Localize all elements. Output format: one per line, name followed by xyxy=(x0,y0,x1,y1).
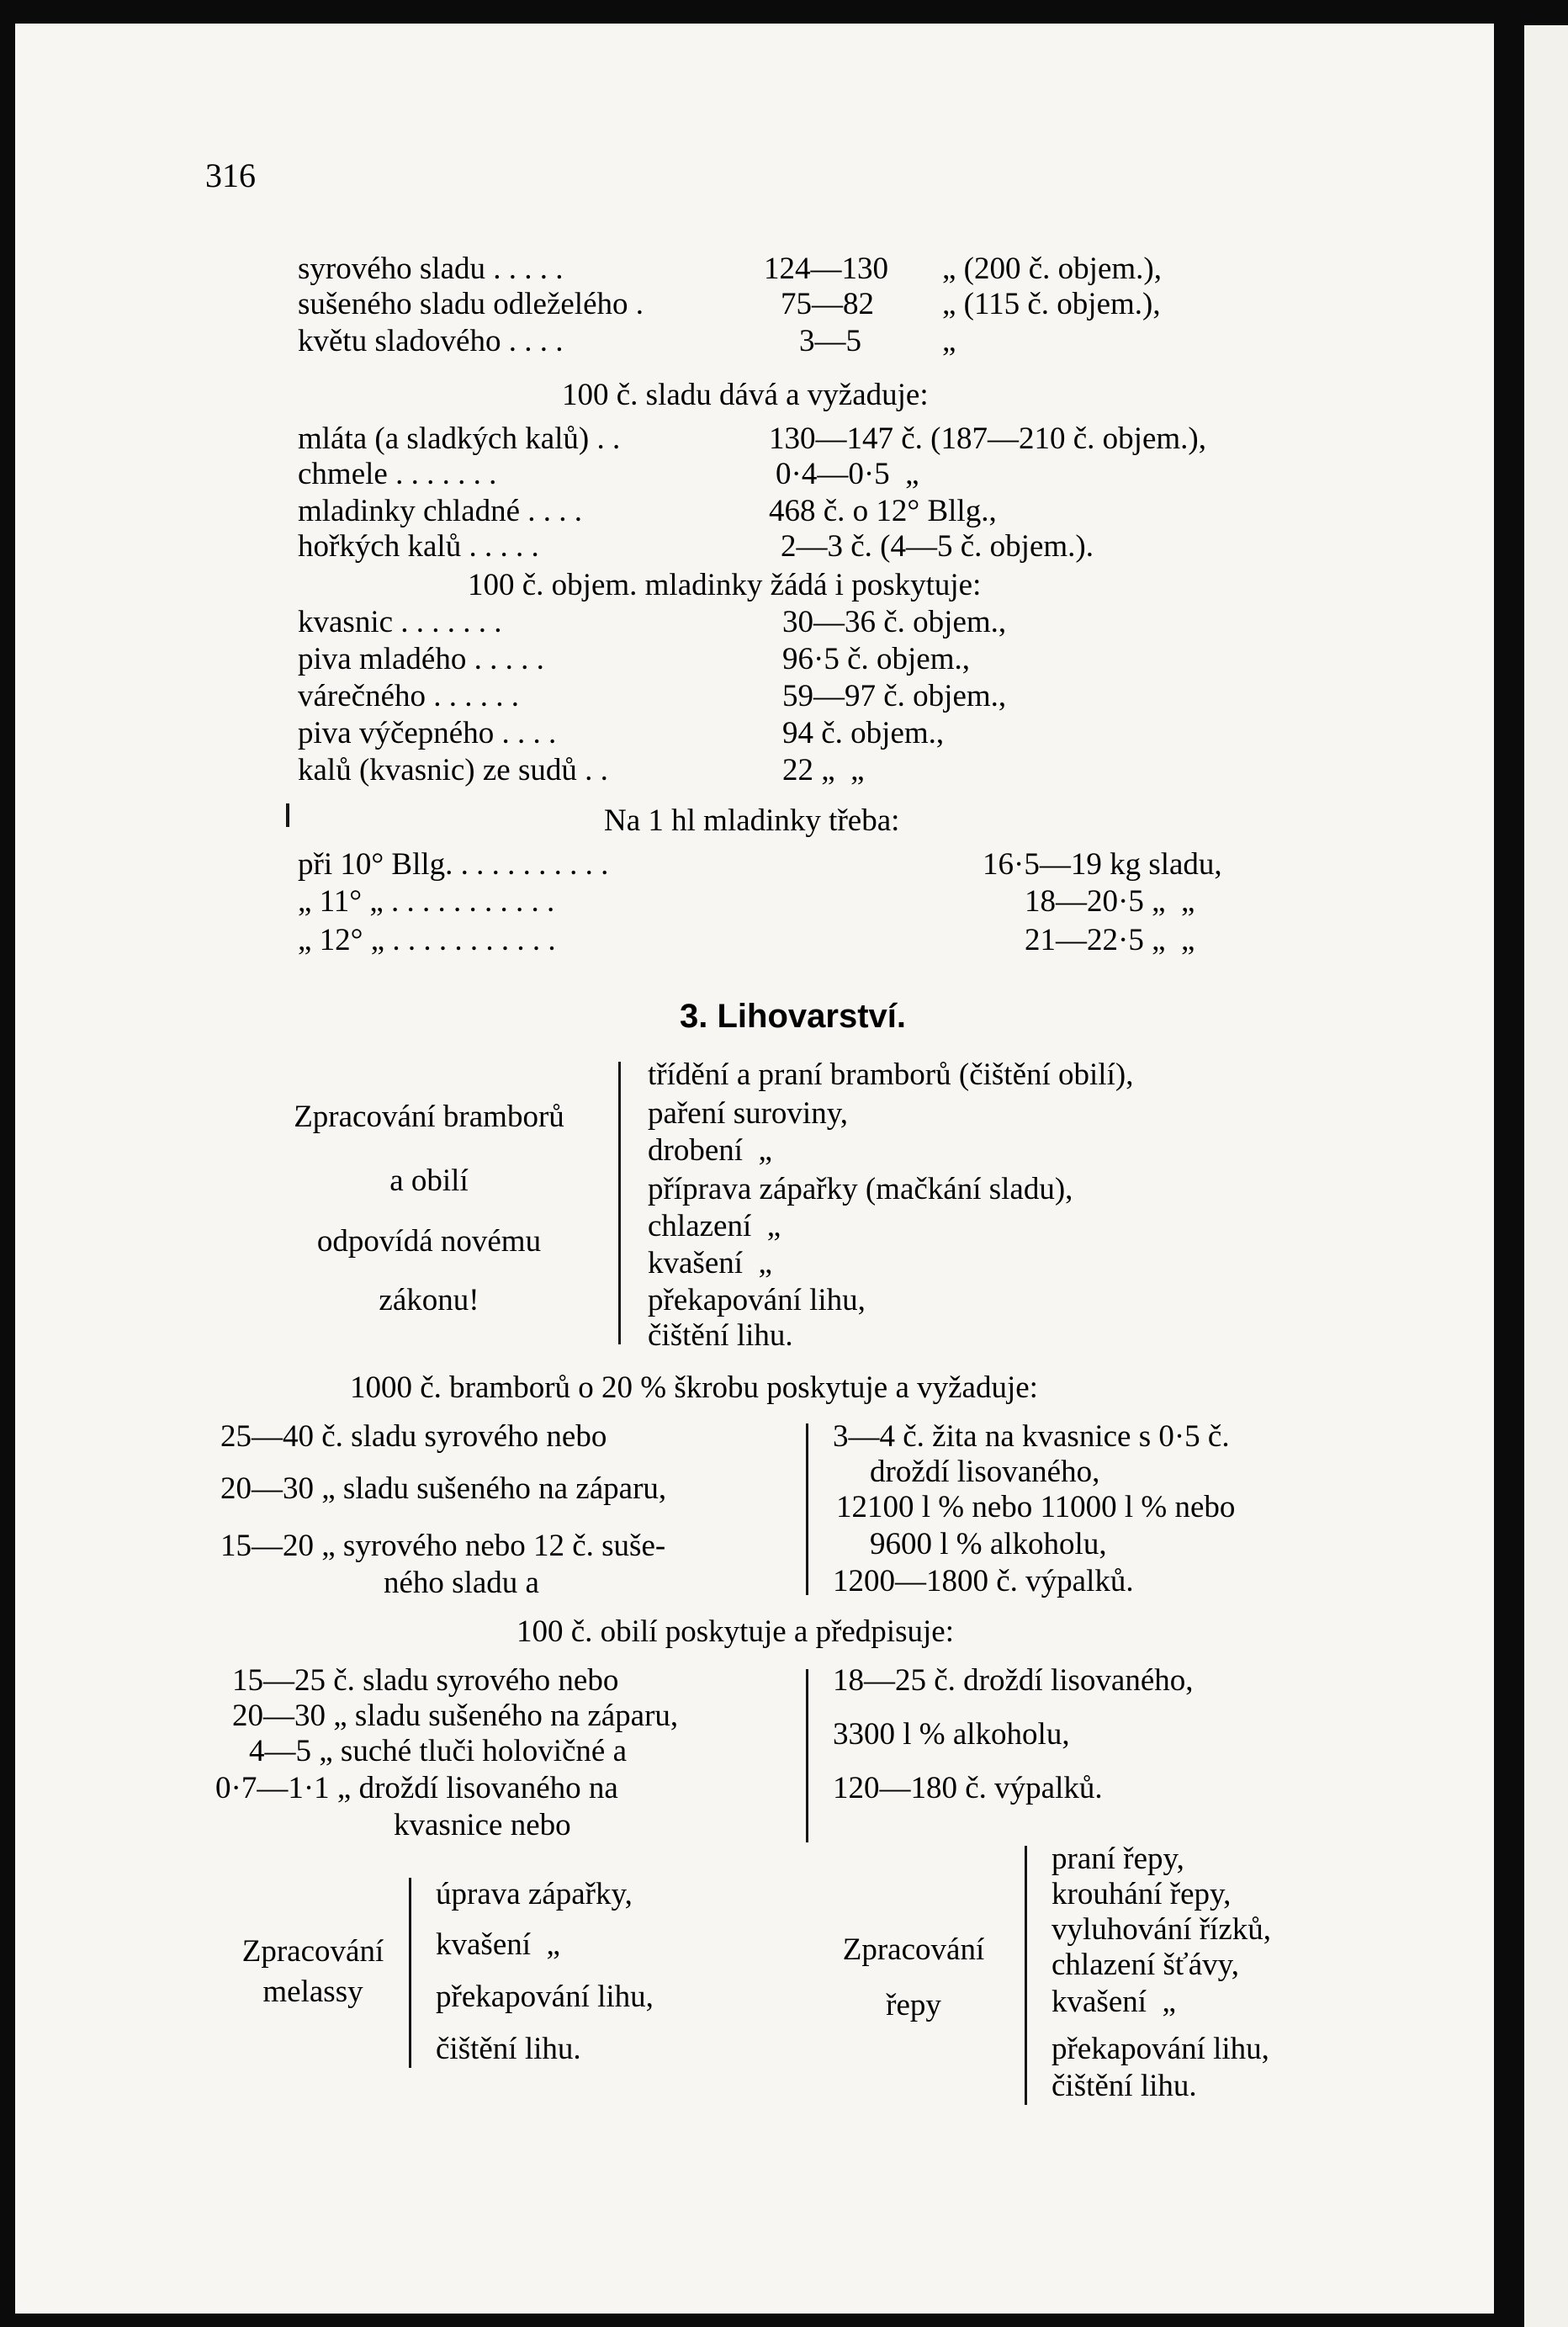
step-item: praní řepy, xyxy=(1052,1842,1184,1876)
list-value: 94 č. objem., xyxy=(782,716,945,750)
list-item: hořkých kalů . . . . . xyxy=(298,529,539,564)
list-value: 124—130 xyxy=(764,252,888,286)
processing-label-line: a obilí xyxy=(389,1164,469,1198)
list-value: 18—20·5 „ „ xyxy=(1025,884,1195,919)
section-title: 3. Lihovarství. xyxy=(680,998,906,1035)
beet-label-line: Zpracování xyxy=(842,1932,985,1967)
list-value: 22 „ „ xyxy=(782,753,865,787)
list-item: mláta (a sladkých kalů) . . xyxy=(298,421,621,456)
step-item: chlazení šťávy, xyxy=(1052,1948,1239,1982)
step-item: příprava zápařky (mačkání sladu), xyxy=(648,1172,1073,1206)
list-item: 15—25 č. sladu syrového nebo xyxy=(232,1663,619,1698)
processing-label-line: odpovídá novému xyxy=(316,1224,542,1259)
step-item: úprava zápařky, xyxy=(436,1877,633,1911)
step-item: třídění a praní bramborů (čištění obilí), xyxy=(648,1057,1134,1092)
list-item: 120—180 č. výpalků. xyxy=(833,1771,1103,1805)
page-number: 316 xyxy=(205,156,256,194)
list-item: syrového sladu . . . . . xyxy=(298,252,564,286)
list-item: 15—20 „ syrového nebo 12 č. suše- xyxy=(220,1529,666,1563)
list-value: 468 č. o 12° Bllg., xyxy=(769,494,997,528)
step-item: paření suroviny, xyxy=(648,1096,849,1131)
list-item: droždí lisovaného, xyxy=(870,1455,1100,1489)
column-divider xyxy=(806,1669,808,1842)
list-value: 30—36 č. objem., xyxy=(782,605,1007,639)
list-item: 9600 l % alkoholu, xyxy=(870,1527,1107,1561)
list-item: piva mladého . . . . . xyxy=(298,642,544,676)
list-item: kalů (kvasnic) ze sudů . . xyxy=(298,753,608,787)
list-item: 20—30 „ sladu sušeného na záparu, xyxy=(220,1471,667,1506)
list-item: 12100 l % nebo 11000 l % nebo xyxy=(836,1490,1236,1524)
list-item: 4—5 „ suché tluči holovičné a xyxy=(249,1734,628,1768)
list-item: chmele . . . . . . . xyxy=(298,457,497,491)
list-value: 75—82 xyxy=(781,287,874,321)
adjacent-page-edge xyxy=(1524,25,1568,2327)
list-note: „ (200 č. objem.), xyxy=(942,252,1162,286)
list-item: při 10° Bllg. . . . . . . . . . . xyxy=(298,847,609,882)
step-item: překapování lihu, xyxy=(1052,2032,1269,2066)
list-item: 3300 l % alkoholu, xyxy=(833,1717,1070,1752)
list-value: 16·5—19 kg sladu, xyxy=(983,847,1222,882)
step-item: čištění lihu. xyxy=(436,2032,581,2066)
list-item: květu sladového . . . . xyxy=(298,324,564,358)
section-heading: 100 č. sladu dává a vyžaduje: xyxy=(562,378,929,412)
list-item: 25—40 č. sladu syrového nebo xyxy=(220,1419,607,1454)
list-item: 18—25 č. droždí lisovaného, xyxy=(833,1663,1194,1698)
list-item: piva výčepného . . . . xyxy=(298,716,557,750)
molasses-label-line: Zpracování xyxy=(241,1934,384,1969)
list-item: „ 11° „ . . . . . . . . . . . xyxy=(298,884,555,919)
list-item: „ 12° „ . . . . . . . . . . . xyxy=(298,923,556,957)
list-note: „ xyxy=(942,324,956,358)
step-item: drobení „ xyxy=(648,1133,772,1168)
list-value: 130—147 č. (187—210 č. objem.), xyxy=(769,421,1206,456)
margin-mark xyxy=(286,803,289,827)
step-item: překapování lihu, xyxy=(648,1283,866,1317)
processing-label-line: zákonu! xyxy=(379,1283,479,1317)
list-item: 1200—1800 č. výpalků. xyxy=(833,1564,1134,1598)
list-item: mladinky chladné . . . . xyxy=(298,494,583,528)
section-heading: 1000 č. bramborů o 20 % škrobu poskytuje a vyžaduje: xyxy=(350,1370,1038,1405)
step-item: překapování lihu, xyxy=(436,1980,654,2014)
list-item: 3—4 č. žita na kvasnice s 0·5 č. xyxy=(833,1419,1230,1454)
step-item: krouhání řepy, xyxy=(1052,1877,1232,1911)
beet-label-line: řepy xyxy=(886,1988,941,2022)
section-heading: Na 1 hl mladinky třeba: xyxy=(604,803,900,838)
list-value: 59—97 č. objem., xyxy=(782,679,1007,713)
section-heading: 100 č. obilí poskytuje a předpisuje: xyxy=(516,1614,954,1649)
brace xyxy=(618,1062,621,1344)
list-value: 96·5 č. objem., xyxy=(782,642,970,676)
step-item: kvašení „ xyxy=(436,1927,560,1962)
section-heading: 100 č. objem. mladinky žádá i poskytuje: xyxy=(468,568,982,602)
step-item: chlazení „ xyxy=(648,1209,781,1243)
brace xyxy=(1025,1846,1027,2105)
list-value: 2—3 č. (4—5 č. objem.). xyxy=(781,529,1094,564)
list-value: 3—5 xyxy=(799,324,861,358)
list-item: sušeného sladu odleželého . xyxy=(298,287,644,321)
column-divider xyxy=(806,1423,808,1595)
list-item: várečného . . . . . . xyxy=(298,679,520,713)
molasses-label-line: melassy xyxy=(262,1975,363,2009)
list-item: 0·7—1·1 „ droždí lisovaného na xyxy=(215,1771,618,1805)
processing-label-line: Zpracování bramborů xyxy=(294,1100,564,1134)
step-item: kvašení „ xyxy=(648,1246,772,1280)
list-value: 21—22·5 „ „ xyxy=(1025,923,1195,957)
step-item: čištění lihu. xyxy=(648,1318,793,1353)
step-item: vyluhování řízků, xyxy=(1052,1912,1272,1947)
step-item: kvašení „ xyxy=(1052,1985,1176,2019)
list-item: ného sladu a xyxy=(384,1566,539,1600)
step-item: čištění lihu. xyxy=(1052,2069,1197,2103)
list-item: kvasnic . . . . . . . xyxy=(298,605,502,639)
list-item: kvasnice nebo xyxy=(394,1808,571,1842)
list-value: 0·4—0·5 „ xyxy=(776,457,919,491)
list-item: 20—30 „ sladu sušeného na záparu, xyxy=(232,1699,679,1733)
list-note: „ (115 č. objem.), xyxy=(942,287,1161,321)
brace xyxy=(409,1878,411,2068)
